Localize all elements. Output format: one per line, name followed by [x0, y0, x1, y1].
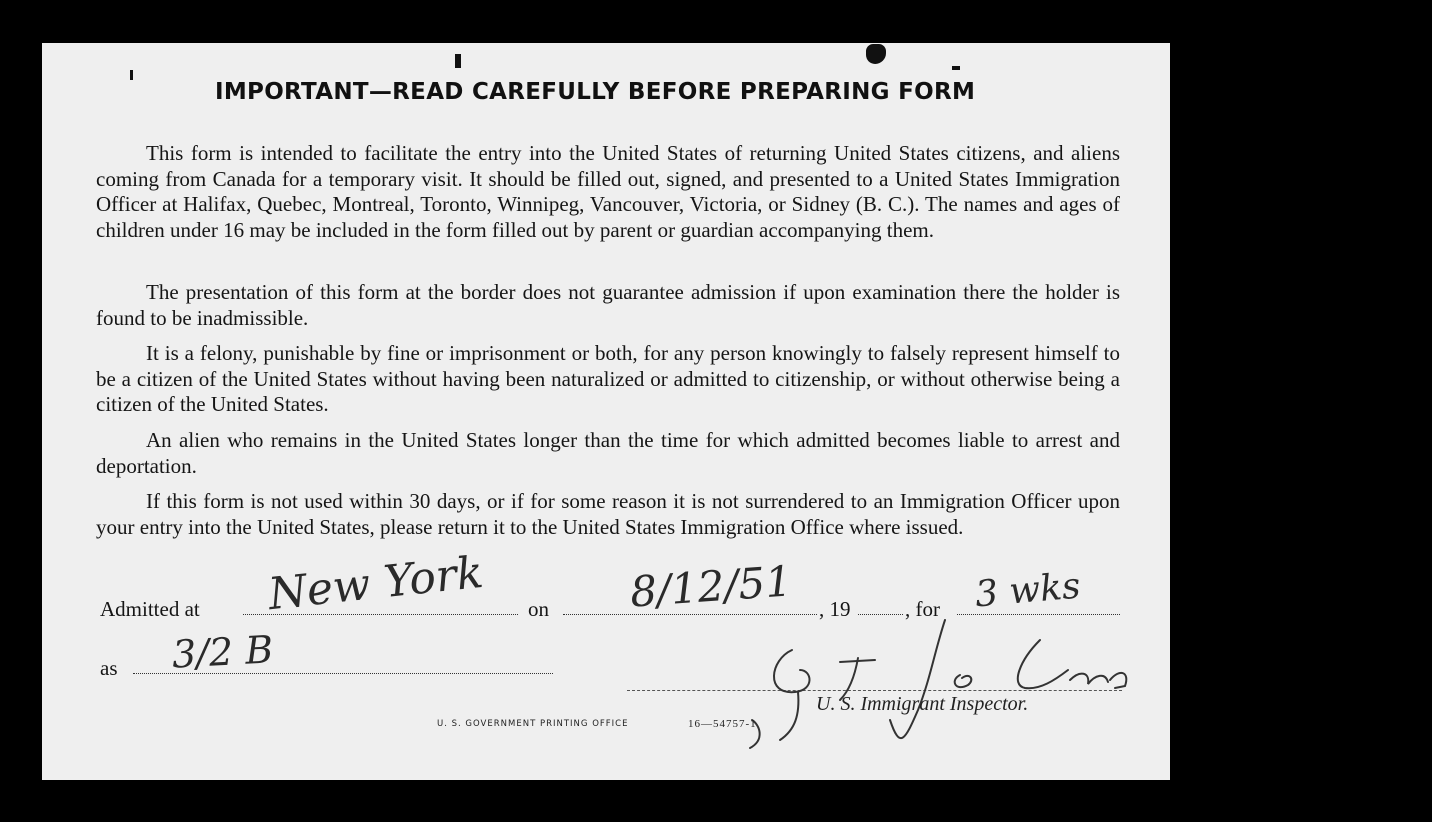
paragraph-felony: It is a felony, punishable by fine or imprisonment or both, for any person knowingly to falsely represent himself to be a citizen of the United States without having been naturalized or admitted to citizenship, or without otherwise being a citizen of the United States.	[96, 341, 1120, 416]
inspector-signature	[600, 600, 1160, 760]
scan-mark	[130, 70, 133, 80]
inspector-title: U. S. Immigrant Inspector.	[816, 693, 1029, 715]
date-value: 8/12/51	[628, 556, 794, 617]
on-label: on	[528, 597, 549, 621]
form-title: IMPORTANT—READ CAREFULLY BEFORE PREPARING FORM	[215, 79, 976, 105]
for-label: , for	[905, 597, 940, 621]
printer-imprint: U. S. GOVERNMENT PRINTING OFFICE	[437, 719, 629, 729]
year-label: , 19	[819, 597, 851, 621]
paragraph-return: If this form is not used within 30 days, or if for some reason it is not surrendered to an Immigration Officer upon your entry into the United States, please return it to the United States Immigration Office where issued.	[96, 489, 1120, 539]
as-label: as	[100, 656, 118, 680]
scan-mark	[455, 54, 461, 68]
form-number: 16—54757-1	[688, 718, 757, 730]
paragraph-deportation: An alien who remains in the United States longer than the time for which admitted becomes liable to arrest and deportation.	[96, 428, 1120, 478]
duration-value: 3 wks	[973, 565, 1083, 616]
admitted-at-label: Admitted at	[100, 597, 200, 621]
scan-mark	[952, 66, 960, 70]
paragraph-purpose: This form is intended to facilitate the entry into the United States of returning United States citizens, and aliens coming from Canada for a temporary visit. It should be filled out, signed, and presented to a United States Immigration Officer at Halifax, Quebec, Montreal, Toronto, Winnipeg, Vancouver, Victoria, or Sidney (B. C.). The names and ages of children under 16 may be included in the form filled out by parent or guardian accompanying them.	[96, 141, 1120, 242]
paragraph-admission: The presentation of this form at the border does not guarantee admission if upon examination there the holder is found to be inadmissible.	[96, 280, 1120, 330]
class-value: 3/2 B	[170, 627, 275, 677]
admitted-at-value: New York	[265, 546, 486, 621]
